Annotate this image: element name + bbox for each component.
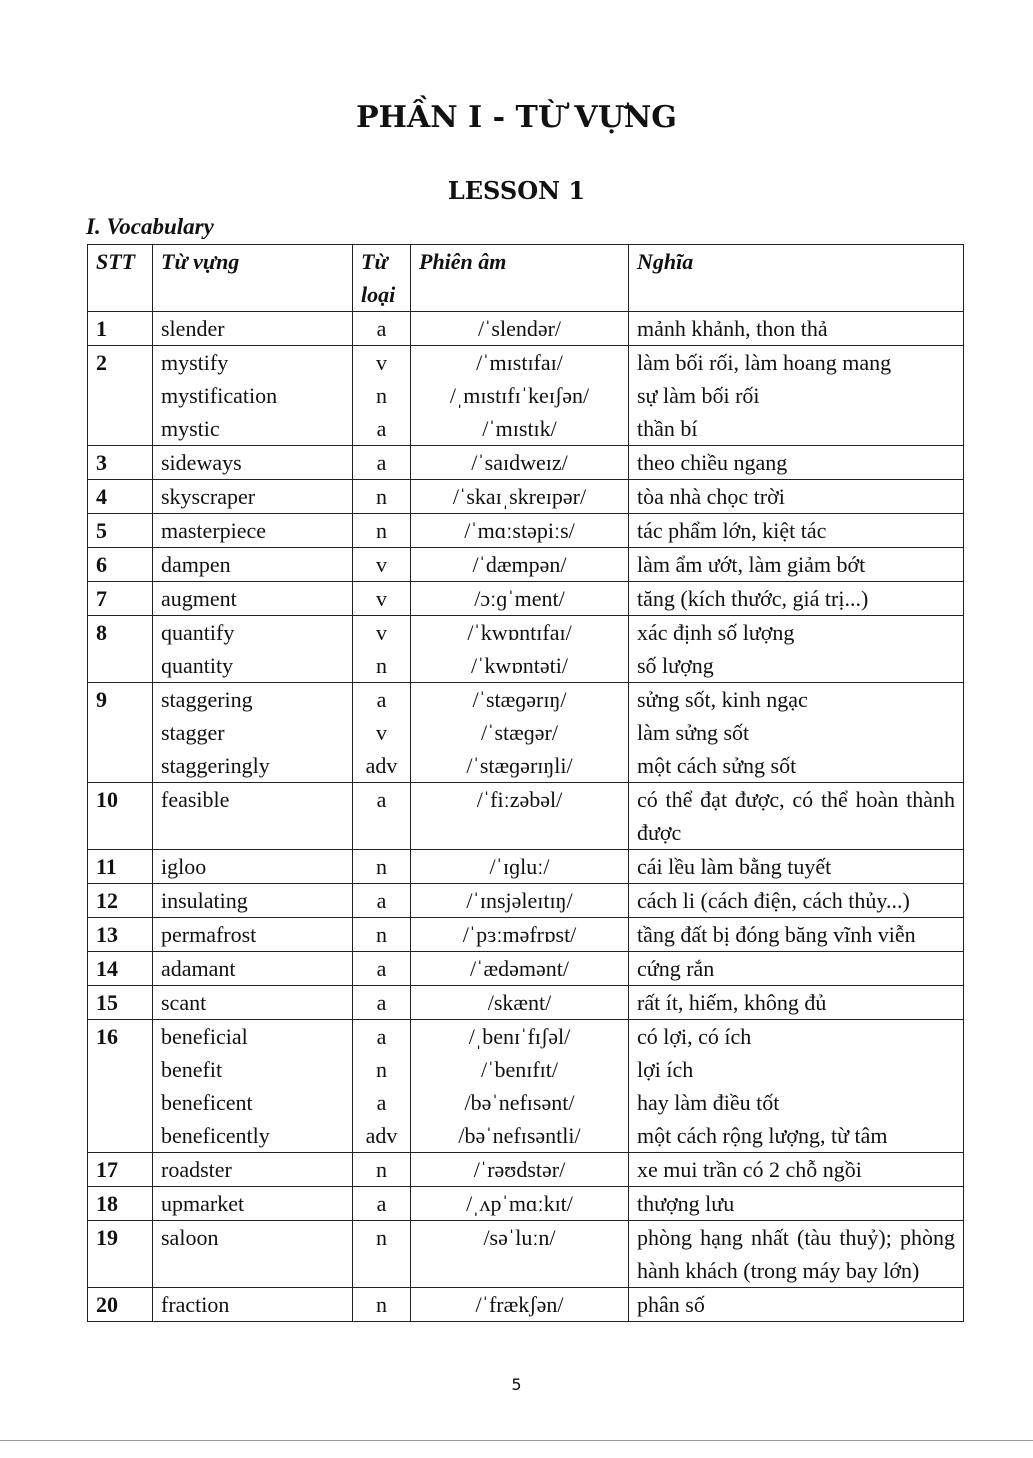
meaning: cứng rắn xyxy=(637,956,715,981)
part-of-speech: n xyxy=(376,854,387,879)
word-cell xyxy=(153,514,353,548)
part-of-speech-cell xyxy=(353,1288,411,1322)
part-of-speech: n xyxy=(376,653,387,678)
phonetic-cell xyxy=(411,480,629,514)
part-of-speech: a xyxy=(376,1024,387,1049)
word-cell xyxy=(153,1288,353,1322)
part-of-speech-cell xyxy=(353,884,411,918)
row-number: 4 xyxy=(88,480,153,514)
part-of-speech: v xyxy=(376,620,387,645)
part-of-speech: v xyxy=(376,720,387,745)
part-of-speech: a xyxy=(376,687,387,712)
meaning: xác định số lượng xyxy=(637,620,795,645)
word-cell xyxy=(153,783,353,850)
part-of-speech: n xyxy=(376,1225,387,1250)
part-of-speech-cell xyxy=(353,1221,411,1288)
word-cell xyxy=(153,346,353,446)
word-cell xyxy=(153,1187,353,1221)
word-cell xyxy=(153,582,353,616)
meaning: cách li (cách điện, cách thủy...) xyxy=(637,888,910,913)
part-of-speech: a xyxy=(376,1090,387,1115)
meaning: theo chiều ngang xyxy=(637,450,788,475)
phonetic: /ˈslendər/ xyxy=(477,316,562,341)
row-number: 8 xyxy=(88,616,153,683)
part-of-speech: adv xyxy=(365,1123,398,1148)
meaning-cell xyxy=(629,616,964,683)
phonetic: /ˈskaɪˌskreɪpər/ xyxy=(452,484,587,509)
meaning: rất ít, hiếm, không đủ xyxy=(637,990,827,1015)
word-cell xyxy=(153,480,353,514)
meaning: có lợi, có ích xyxy=(637,1024,752,1049)
row-number: 1 xyxy=(88,312,153,346)
table-row xyxy=(88,1221,964,1288)
part-of-speech: a xyxy=(376,787,387,812)
phonetic-cell xyxy=(411,1020,629,1153)
phonetic: /skænt/ xyxy=(487,990,552,1015)
phonetic: /ˈmɪstɪfaɪ/ xyxy=(476,350,563,375)
word: feasible xyxy=(161,787,230,812)
part-of-speech: a xyxy=(376,956,387,981)
row-number: 12 xyxy=(88,884,153,918)
word: insulating xyxy=(161,888,248,913)
word: staggeringly xyxy=(161,753,270,778)
part-title: PHẦN I - TỪ VỰNG xyxy=(356,100,677,135)
table-row xyxy=(88,548,964,582)
meaning: hay làm điều tốt xyxy=(637,1090,780,1115)
word-cell xyxy=(153,1153,353,1187)
phonetic-cell xyxy=(411,616,629,683)
part-of-speech-cell xyxy=(353,480,411,514)
word-cell xyxy=(153,1221,353,1288)
table-row xyxy=(88,346,964,446)
row-number: 5 xyxy=(88,514,153,548)
part-of-speech: n xyxy=(376,518,387,543)
row-number: 14 xyxy=(88,952,153,986)
word: igloo xyxy=(161,854,207,879)
word-cell xyxy=(153,850,353,884)
part-of-speech: a xyxy=(376,888,387,913)
word-cell xyxy=(153,986,353,1020)
word-cell xyxy=(153,952,353,986)
part-of-speech-cell xyxy=(353,514,411,548)
word-cell xyxy=(153,312,353,346)
table-row xyxy=(88,1187,964,1221)
part-of-speech-cell xyxy=(353,312,411,346)
phonetic: /ˈdæmpən/ xyxy=(472,552,567,577)
meaning: tòa nhà chọc trời xyxy=(637,484,785,509)
page-number: 5 xyxy=(511,1375,522,1394)
word: masterpiece xyxy=(161,518,267,543)
meaning: cái lều làm bằng tuyết xyxy=(637,854,832,879)
meaning: một cách rộng lượng, từ tâm xyxy=(637,1123,888,1148)
part-of-speech-cell xyxy=(353,548,411,582)
word: mystify xyxy=(161,350,229,375)
phonetic: /səˈluːn/ xyxy=(483,1225,556,1250)
part-of-speech: n xyxy=(376,1057,387,1082)
word-cell xyxy=(153,446,353,480)
table-row xyxy=(88,616,964,683)
meaning-cell xyxy=(629,1153,964,1187)
table-row xyxy=(88,446,964,480)
phonetic-cell xyxy=(411,446,629,480)
meaning: số lượng xyxy=(637,653,714,678)
part-of-speech: a xyxy=(376,450,387,475)
word: dampen xyxy=(161,552,231,577)
phonetic: /ˈfrækʃən/ xyxy=(475,1292,564,1317)
row-number: 9 xyxy=(88,683,153,783)
phonetic: /ˈstæɡərɪŋli/ xyxy=(466,753,573,778)
phonetic: /ˈrəʊdstər/ xyxy=(473,1157,566,1182)
part-of-speech: v xyxy=(376,586,387,611)
row-number: 2 xyxy=(88,346,153,446)
row-number: 7 xyxy=(88,582,153,616)
word-cell xyxy=(153,683,353,783)
part-of-speech-cell xyxy=(353,986,411,1020)
word: saloon xyxy=(161,1225,219,1250)
meaning: sửng sốt, kinh ngạc xyxy=(637,687,808,712)
phonetic: /ˈɪnsjəleɪtɪŋ/ xyxy=(466,888,573,913)
phonetic: /ˈmɑːstəpiːs/ xyxy=(464,518,575,543)
word: benefit xyxy=(161,1057,223,1082)
row-number: 3 xyxy=(88,446,153,480)
word: mystification xyxy=(161,383,278,408)
word: sideways xyxy=(161,450,242,475)
meaning: thần bí xyxy=(637,416,698,441)
meaning-cell xyxy=(629,1221,964,1288)
meaning-cell xyxy=(629,884,964,918)
phonetic: /ˌbenɪˈfɪʃəl/ xyxy=(468,1024,571,1049)
table-row xyxy=(88,1288,964,1322)
meaning: phân số xyxy=(637,1292,705,1317)
table-row xyxy=(88,582,964,616)
meaning: tăng (kích thước, giá trị...) xyxy=(637,586,869,611)
meaning-cell xyxy=(629,312,964,346)
phonetic: /ˈstæɡər/ xyxy=(481,720,558,745)
meaning: tác phẩm lớn, kiệt tác xyxy=(637,518,827,543)
word: beneficently xyxy=(161,1123,270,1148)
part-of-speech: n xyxy=(376,1157,387,1182)
meaning-cell xyxy=(629,952,964,986)
header-stt: STT xyxy=(88,245,153,312)
part-of-speech-cell xyxy=(353,918,411,952)
meaning-cell xyxy=(629,1288,964,1322)
header-word: Từ vựng xyxy=(153,245,353,312)
phonetic: /ˈpɜːməfrɒst/ xyxy=(462,922,577,947)
meaning: làm ẩm ướt, làm giảm bớt xyxy=(637,552,866,577)
row-number: 6 xyxy=(88,548,153,582)
phonetic: /ˌmɪstɪfɪˈkeɪʃən/ xyxy=(449,383,590,408)
meaning-cell xyxy=(629,783,964,850)
part-of-speech: n xyxy=(376,383,387,408)
phonetic-cell xyxy=(411,952,629,986)
part-of-speech-cell xyxy=(353,346,411,446)
table-row xyxy=(88,480,964,514)
part-of-speech-cell xyxy=(353,1153,411,1187)
vocabulary-table xyxy=(87,244,964,1322)
part-of-speech: v xyxy=(376,350,387,375)
table-row xyxy=(88,986,964,1020)
word-cell xyxy=(153,918,353,952)
phonetic: /ˌʌpˈmɑːkɪt/ xyxy=(466,1191,573,1216)
part-of-speech: a xyxy=(376,416,387,441)
phonetic-cell xyxy=(411,346,629,446)
part-of-speech-cell xyxy=(353,850,411,884)
row-number: 11 xyxy=(88,850,153,884)
meaning: tầng đất bị đóng băng vĩnh viễn xyxy=(637,922,916,947)
phonetic-cell xyxy=(411,918,629,952)
section-heading: I. Vocabulary xyxy=(86,214,214,239)
row-number: 19 xyxy=(88,1221,153,1288)
phonetic: /ˈsaɪdweɪz/ xyxy=(471,450,568,475)
meaning-cell xyxy=(629,1187,964,1221)
phonetic: /ˈkwɒntəti/ xyxy=(470,653,569,678)
table-row xyxy=(88,952,964,986)
phonetic-cell xyxy=(411,514,629,548)
word: skyscraper xyxy=(161,484,256,509)
part-of-speech-cell xyxy=(353,952,411,986)
table-row xyxy=(88,884,964,918)
meaning-cell xyxy=(629,548,964,582)
word: quantify xyxy=(161,620,235,645)
part-of-speech-cell xyxy=(353,1187,411,1221)
word: mystic xyxy=(161,416,220,441)
meaning-cell xyxy=(629,446,964,480)
word: beneficent xyxy=(161,1090,253,1115)
phonetic-cell xyxy=(411,986,629,1020)
meaning: phòng hạng nhất (tàu thuỷ); phòng hành khách (trong máy bay lớn) xyxy=(637,1225,955,1283)
phonetic-cell xyxy=(411,884,629,918)
phonetic: /ɔːɡˈment/ xyxy=(474,586,565,611)
part-of-speech-cell xyxy=(353,616,411,683)
word: roadster xyxy=(161,1157,232,1182)
word: upmarket xyxy=(161,1191,245,1216)
meaning: một cách sửng sốt xyxy=(637,753,797,778)
word-cell xyxy=(153,616,353,683)
phonetic: /ˈstæɡərɪŋ/ xyxy=(472,687,567,712)
meaning: có thể đạt được, có thể hoàn thành được xyxy=(637,787,955,845)
row-number: 16 xyxy=(88,1020,153,1153)
part-of-speech-cell xyxy=(353,683,411,783)
phonetic-cell xyxy=(411,582,629,616)
meaning: sự làm bối rối xyxy=(637,383,760,408)
phonetic-cell xyxy=(411,1221,629,1288)
table-row xyxy=(88,683,964,783)
meaning: làm sửng sốt xyxy=(637,720,750,745)
table-row xyxy=(88,783,964,850)
row-number: 18 xyxy=(88,1187,153,1221)
table-header xyxy=(88,245,964,312)
word: slender xyxy=(161,316,225,341)
phonetic-cell xyxy=(411,850,629,884)
word: adamant xyxy=(161,956,236,981)
phonetic-cell xyxy=(411,783,629,850)
word: fraction xyxy=(161,1292,230,1317)
meaning-cell xyxy=(629,986,964,1020)
part-of-speech: adv xyxy=(365,753,398,778)
table-row xyxy=(88,1153,964,1187)
row-number: 15 xyxy=(88,986,153,1020)
meaning: thượng lưu xyxy=(637,1191,735,1216)
phonetic: /ˈbenɪfɪt/ xyxy=(481,1057,558,1082)
part-of-speech: n xyxy=(376,484,387,509)
word-cell xyxy=(153,548,353,582)
row-number: 10 xyxy=(88,783,153,850)
part-of-speech-cell xyxy=(353,446,411,480)
phonetic-cell xyxy=(411,312,629,346)
meaning-cell xyxy=(629,683,964,783)
phonetic: /ˈfiːzəbəl/ xyxy=(476,787,563,812)
header-meaning: Nghĩa xyxy=(629,245,964,312)
row-number: 17 xyxy=(88,1153,153,1187)
phonetic: /ˈmɪstɪk/ xyxy=(482,416,557,441)
word: quantity xyxy=(161,653,234,678)
phonetic: /ˈædəmənt/ xyxy=(470,956,569,981)
meaning-cell xyxy=(629,1020,964,1153)
part-of-speech: n xyxy=(376,922,387,947)
phonetic: /ˈkwɒntɪfaɪ/ xyxy=(467,620,572,645)
phonetic-cell xyxy=(411,683,629,783)
meaning-cell xyxy=(629,582,964,616)
part-of-speech-cell xyxy=(353,1020,411,1153)
page-bottom-divider xyxy=(0,1440,1033,1441)
word: permafrost xyxy=(161,922,257,947)
part-of-speech-cell xyxy=(353,783,411,850)
meaning: xe mui trần có 2 chỗ ngồi xyxy=(637,1157,862,1182)
row-number: 20 xyxy=(88,1288,153,1322)
lesson-title: LESSON 1 xyxy=(447,176,586,205)
phonetic: /bəˈnefɪsəntli/ xyxy=(458,1123,581,1148)
table-row xyxy=(88,850,964,884)
part-of-speech: a xyxy=(376,316,387,341)
word: staggering xyxy=(161,687,253,712)
header-phonetic: Phiên âm xyxy=(411,245,629,312)
phonetic-cell xyxy=(411,1153,629,1187)
phonetic: /bəˈnefɪsənt/ xyxy=(464,1090,575,1115)
word: augment xyxy=(161,586,237,611)
meaning-cell xyxy=(629,850,964,884)
phonetic-cell xyxy=(411,1288,629,1322)
meaning: mảnh khảnh, thon thả xyxy=(637,316,828,341)
meaning-cell xyxy=(629,346,964,446)
word: scant xyxy=(161,990,207,1015)
phonetic-cell xyxy=(411,1187,629,1221)
part-of-speech: n xyxy=(376,1292,387,1317)
meaning-cell xyxy=(629,918,964,952)
row-number: 13 xyxy=(88,918,153,952)
word: stagger xyxy=(161,720,225,745)
part-of-speech: a xyxy=(376,1191,387,1216)
table-row xyxy=(88,1020,964,1153)
table-row xyxy=(88,312,964,346)
phonetic: /ˈɪɡluː/ xyxy=(489,854,550,879)
word-cell xyxy=(153,884,353,918)
table-row xyxy=(88,918,964,952)
meaning-cell xyxy=(629,480,964,514)
part-of-speech: a xyxy=(376,990,387,1015)
table-row xyxy=(88,514,964,548)
meaning-cell xyxy=(629,514,964,548)
word-cell xyxy=(153,1020,353,1153)
meaning: làm bối rối, làm hoang mang xyxy=(637,350,892,375)
header-pos: Từ loại xyxy=(353,245,411,312)
part-of-speech-cell xyxy=(353,582,411,616)
part-of-speech: v xyxy=(376,552,387,577)
meaning: lợi ích xyxy=(637,1057,694,1082)
word: beneficial xyxy=(161,1024,248,1049)
phonetic-cell xyxy=(411,548,629,582)
